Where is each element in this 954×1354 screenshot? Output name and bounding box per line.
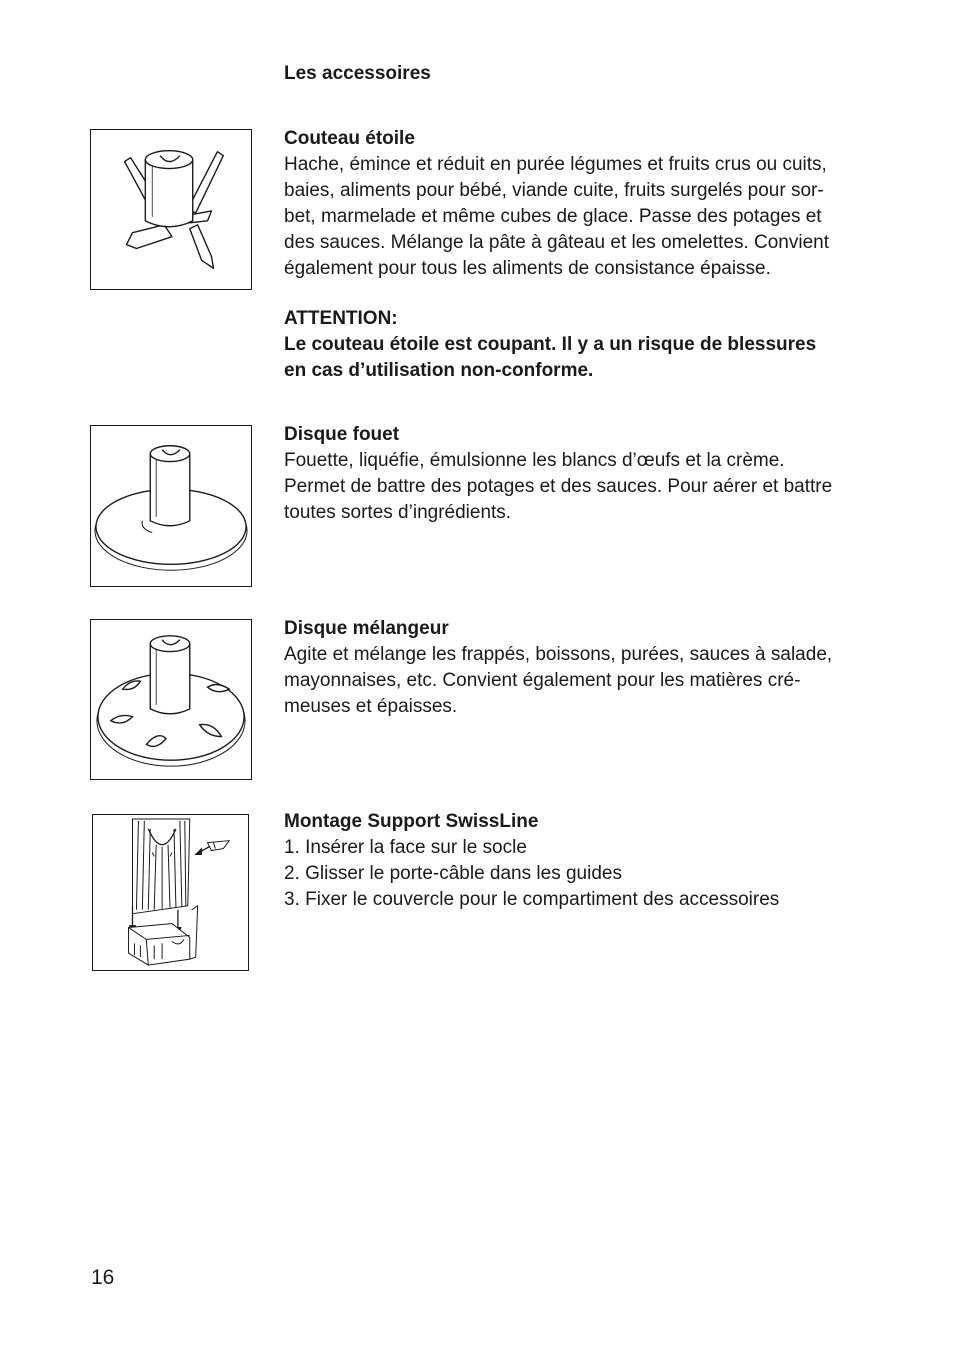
step-item: 1. Insérer la face sur le socle xyxy=(284,837,527,858)
warning-block xyxy=(284,306,854,384)
step-item: 3. Fixer le couvercle pour le compartiment des accessoires xyxy=(284,889,780,910)
section-description xyxy=(284,448,854,526)
text-line: meuses et épaisses. xyxy=(284,696,458,717)
whisk-disc-figure xyxy=(90,425,252,587)
text-line: toutes sortes d’ingrédients. xyxy=(284,502,512,523)
section-disque-melangeur xyxy=(284,616,854,720)
text-line: mayonnaises, etc. Convient également pour les matières cré- xyxy=(284,670,801,691)
text-line: également pour tous les aliments de consistance épaisse. xyxy=(284,258,771,279)
warning-text xyxy=(284,332,854,384)
mixing-disc-figure xyxy=(90,619,252,780)
warning-line: en cas d’utilisation non-conforme. xyxy=(284,360,594,381)
warning-label: ATTENTION: xyxy=(284,308,398,329)
text-line: Fouette, liquéfie, émulsionne les blancs d’œufs et la crème. xyxy=(284,450,785,471)
support-assembly-figure xyxy=(92,814,249,971)
text-line: Agite et mélange les frappés, boissons, purées, sauces à salade, xyxy=(284,644,833,665)
section-disque-fouet xyxy=(284,422,854,526)
step-item: 2. Glisser le porte-câble dans les guides xyxy=(284,863,622,884)
text-line: bet, marmelade et même cubes de glace. Passe des potages et xyxy=(284,206,822,227)
section-heading: Couteau étoile xyxy=(284,128,415,149)
text-line: des sauces. Mélange la pâte à gâteau et les omelettes. Convient xyxy=(284,232,830,253)
section-description xyxy=(284,152,854,282)
section-heading: Disque fouet xyxy=(284,424,400,445)
text-line: baies, aliments pour bébé, viande cuite, fruits surgelés pour sor- xyxy=(284,180,824,201)
section-heading: Disque mélangeur xyxy=(284,618,449,639)
mixing-disc-icon xyxy=(91,620,251,779)
text-line: Permet de battre des potages et des sauces. Pour aérer et battre xyxy=(284,476,833,497)
support-assembly-icon xyxy=(93,815,248,970)
star-blade-figure xyxy=(90,129,252,290)
text-line: Hache, émince et réduit en purée légumes et fruits crus ou cuits, xyxy=(284,154,827,175)
section-montage-support xyxy=(284,809,854,913)
assembly-steps xyxy=(284,835,854,913)
page-title: Les accessoires xyxy=(284,63,431,84)
section-heading: Montage Support SwissLine xyxy=(284,811,539,832)
page-number: 16 xyxy=(91,1266,115,1289)
section-description xyxy=(284,642,854,720)
section-couteau-etoile xyxy=(284,126,854,282)
star-blade-icon xyxy=(91,130,251,289)
whisk-disc-icon xyxy=(91,426,251,586)
warning-line: Le couteau étoile est coupant. Il y a un risque de blessures xyxy=(284,334,817,355)
